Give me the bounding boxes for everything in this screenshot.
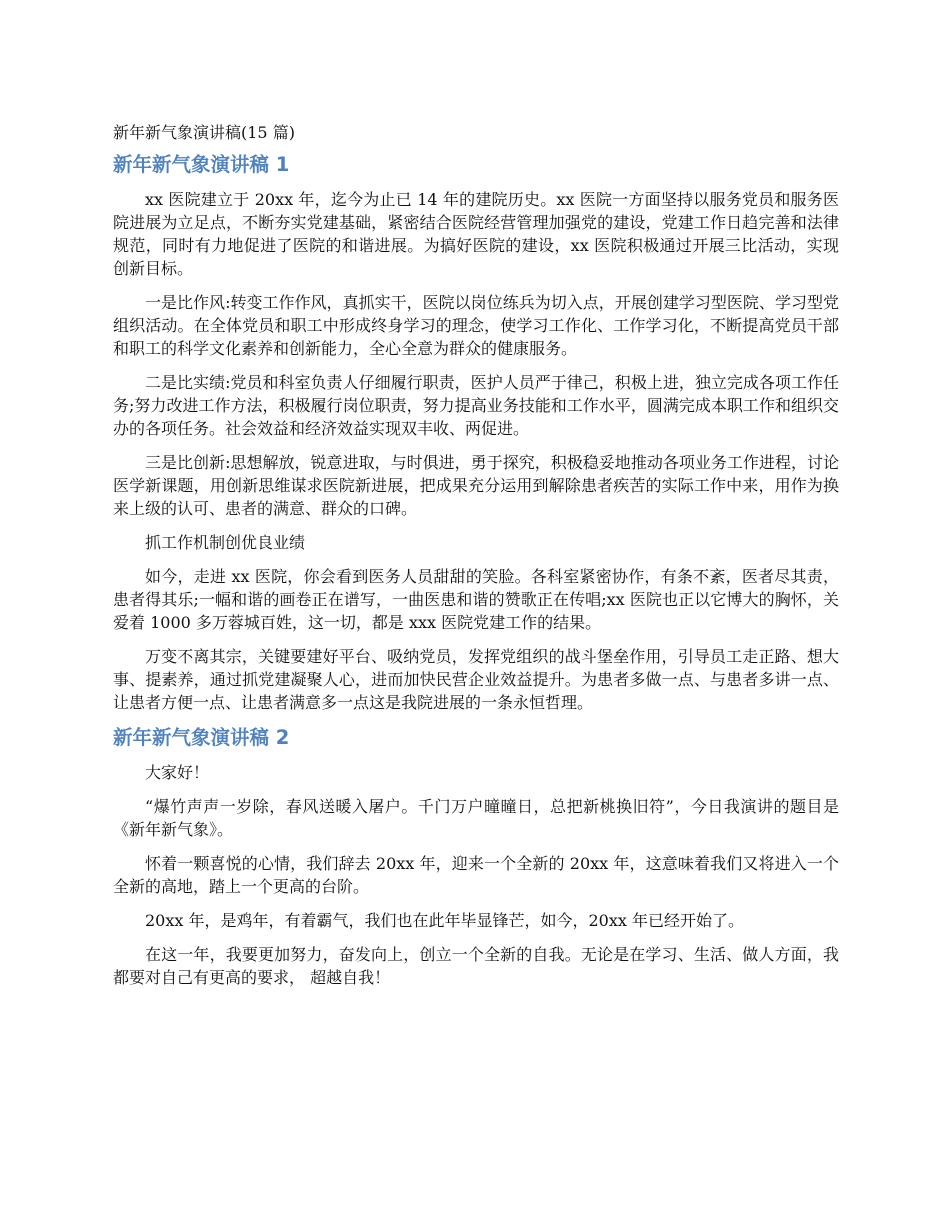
section-1: [113, 152, 839, 714]
section-heading: 新年新气象演讲稿 2: [113, 726, 290, 749]
section-2: [113, 725, 839, 989]
paragraph: 在这一年，我要更加努力，奋发向上，创立一个全新的自我。无论是在学习、生活、做人方面，我都要对自己有更高的要求， 超越自我！: [113, 945, 839, 987]
paragraph: 如今，走进 xx 医院，你会看到医务人员甜甜的笑脸。各科室紧密协作，有条不紊，医者尽其责，患者得其乐;一幅和谐的画卷正在谱写，一曲医患和谐的赞歌正在传唱;xx 医院也正以它博大的胸怀，关爱着 1000 多万蓉城百姓，这一切，都是 xxx 医院党建工作的结果。: [113, 567, 839, 632]
paragraph: 三是比创新:思想解放，锐意进取，与时俱进，勇于探究，积极稳妥地推动各项业务工作进程，讨论医学新课题，用创新思维谋求医院新进展，把成果充分运用到解除患者疾苦的实际工作中来，用作为换来上级的认可、患者的满意、群众的口碑。: [113, 453, 839, 518]
document-title: 新年新气象演讲稿(15 篇): [113, 123, 295, 142]
paragraph: 大家好！: [145, 763, 210, 782]
section-heading: 新年新气象演讲稿 1: [113, 153, 290, 176]
paragraph: 怀着一颗喜悦的心情，我们辞去 20xx 年，迎来一个全新的 20xx 年，这意味着我们又将进入一个全新的高地，踏上一个更高的台阶。: [113, 854, 839, 896]
paragraph: 万变不离其宗，关键要建好平台、吸纳党员，发挥党组织的战斗堡垒作用，引导员工走正路、想大事、提素养，通过抓党建凝聚人心，进而加快民营企业效益提升。为患者多做一点、与患者多讲一点、让患者方便一点、让患者满意多一点这是我院进展的一条永恒哲理。: [113, 647, 839, 712]
paragraph: 一是比作风:转变工作作风，真抓实干，医院以岗位练兵为切入点，开展创建学习型医院、学习型党组织活动。在全体党员和职工中形成终身学习的理念，使学习工作化、工作学习化，不断提高党员干部和职工的科学文化素养和创新能力，全心全意为群众的健康服务。: [113, 293, 839, 358]
paragraph: “爆竹声声一岁除，春风送暖入屠户。千门万户曈曈日，总把新桃换旧符”，今日我演讲的题目是《新年新气象》。: [113, 797, 839, 839]
paragraph: 二是比实绩:党员和科室负责人仔细履行职责，医护人员严于律己，积极上进，独立完成各项工作任务;努力改进工作方法，积极履行岗位职责，努力提高业务技能和工作水平，圆满完成本职工作和组织交办的各项任务。社会效益和经济效益实现双丰收、两促进。: [113, 373, 839, 438]
document-page: [113, 122, 839, 1000]
paragraph: 抓工作机制创优良业绩: [145, 533, 306, 552]
paragraph: xx 医院建立于 20xx 年，迄今为止已 14 年的建院历史。xx 医院一方面坚持以服务党员和服务医院进展为立足点，不断夯实党建基础，紧密结合医院经营管理加强党的建设，党建工作日趋完善和法律规范，同时有力地促进了医院的和谐进展。为搞好医院的建设，xx 医院积极通过开展三比活动，实现创新目标。: [113, 190, 839, 278]
paragraph: 20xx 年，是鸡年，有着霸气，我们也在此年毕显锋芒，如今，20xx 年已经开始了。: [145, 911, 744, 930]
